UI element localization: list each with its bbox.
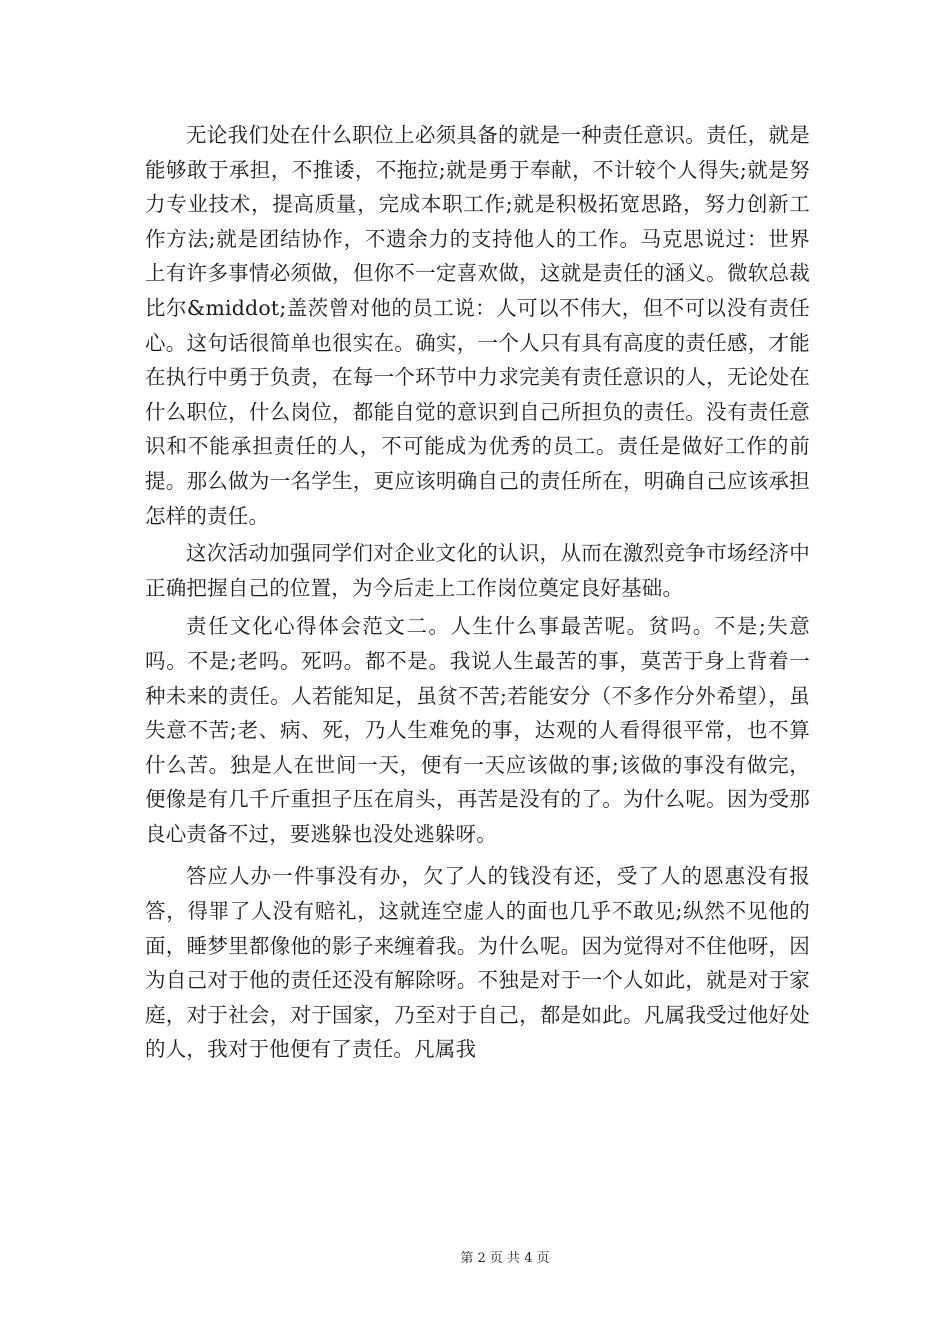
paragraph-unfulfilled-duties: 答应人办一件事没有办，欠了人的钱没有还，受了人的恩惠没有报答，得罪了人没有赔礼，这就连空虚人的面也几乎不敢见;纵然不见他的面，睡梦里都像他的影子来缠着我。为什么呢。因为觉得对不住他呀，因为自己对于他的责任还没有解除呀。不独是对于一个人如此，就是对于家庭，对于社会，对于国家，乃至对于自己，都是如此。凡属我受过他好处的人，我对于他便有了责任。凡属我 — [145, 864, 810, 1062]
document-body — [145, 118, 810, 1067]
paragraph-activity-summary: 这次活动加强同学们对企业文化的认识，从而在激烈竞争市场经济中正确把握自己的位置，为今后走上工作岗位奠定良好基础。 — [145, 541, 810, 600]
paragraph-responsibility-awareness: 无论我们处在什么职位上必须具备的就是一种责任意识。责任，就是能够敢于承担，不推诿，不拖拉;就是勇于奉献，不计较个人得失;就是努力专业技术，提高质量，完成本职工作;就是积极拓宽思路，努力创新工作方法;就是团结协作，不遗余力的支持他人的工作。马克思说过：世界上有许多事情必须做，但你不一定喜欢做，这就是责任的涵义。微软总裁比尔&middot;盖茨曾对他的员工说：人可以不伟大，但不可以没有责任心。这句话很简单也很实在。确实，一个人只有具有高度的责任感，才能在执行中勇于负责，在每一个环节中力求完美有责任意识的人，无论处在什么职位，什么岗位，都能自觉的意识到自己所担负的责任。没有责任意识和不能承担责任的人，不可能成为优秀的员工。责任是做好工作的前提。那么做为一名学生，更应该明确自己的责任所在，明确自己应该承担怎样的责任。 — [145, 123, 810, 528]
paragraph-sample-essay-two: 责任文化心得体会范文二。人生什么事最苦呢。贫吗。不是;失意吗。不是;老吗。死吗。都不是。我说人生最苦的事，莫苦于身上背着一种未来的责任。人若能知足，虽贫不苦;若能安分（不多作分外希望），虽失意不苦;老、病、死，乃人生难免的事，达观的人看得很平常，也不算什么苦。独是人在世间一天，便有一天应该做的事;该做的事没有做完，便像是有几千斤重担子压在肩头，再苦是没有的了。为什么呢。因为受那良心责备不过，要逃躲也没处逃躲呀。 — [145, 614, 810, 846]
page-number-footer: 第 2 页 共 4 页 — [460, 1251, 550, 1266]
